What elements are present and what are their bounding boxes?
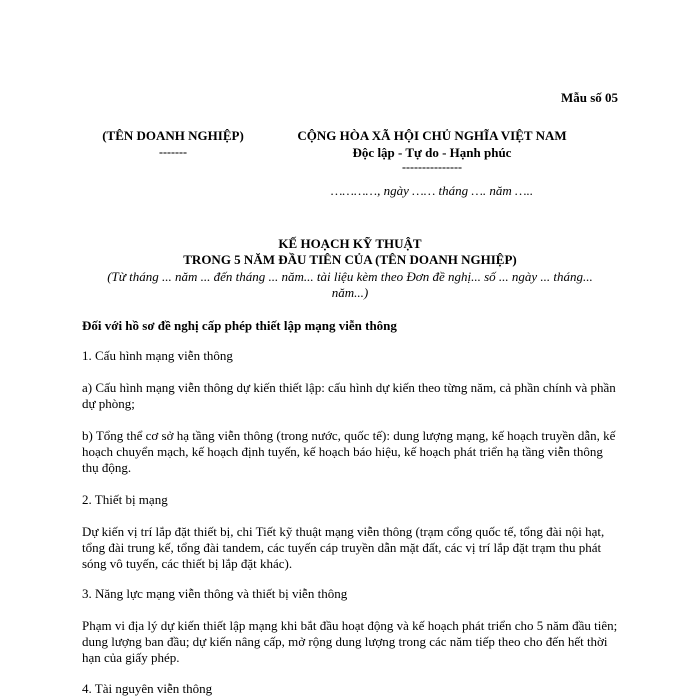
company-divider: ------- [159, 145, 187, 159]
motto: Độc lập - Tự do - Hạnh phúc [352, 145, 512, 160]
item-paragraph-2: Dự kiến vị trí lắp đặt thiết bị, chi Tiết kỹ thuật mạng viễn thông (trạm cổng quốc tế, tổng đài nội hạt, tổng đài trung kế, tổng đài tandem, các tuyến cáp truyền dẫn mặt đất, các vị trí lắp đặt trạm thu phát sóng vô tuyến, các thiết bị lắp đặt khác). [82, 524, 605, 571]
motto-divider: --------------- [402, 160, 462, 174]
item-heading-2: 2. Thiết bị mạng [82, 492, 168, 507]
republic-title: CỘNG HÒA XÃ HỘI CHỦ NGHĨA VIỆT NAM [297, 128, 567, 143]
item-paragraph-1b: b) Tổng thể cơ sở hạ tầng viễn thông (trong nước, quốc tế): dung lượng mạng, kế hoạch truyền dẫn, kế hoạch chuyển mạch, kế hoạch định tuyến, kế hoạch báo hiệu, kế hoạch phát triển hạ tầng viễn thông thụ động. [82, 428, 616, 475]
document-subtitle: (Từ tháng ... năm ... đến tháng ... năm... tài liệu kèm theo Đơn đề nghị... số ... ngày ... tháng... [107, 269, 593, 284]
form-number: Mẫu số 05 [560, 90, 618, 105]
section-heading: Đối với hồ sơ đề nghị cấp phép thiết lập mạng viễn thông [82, 318, 397, 333]
item-paragraph-1a: a) Cấu hình mạng viễn thông dự kiến thiết lập: cấu hình dự kiến theo từng năm, cả phần chính và phần dự phòng; [82, 380, 616, 411]
document-subtitle-line2: năm...) [331, 285, 369, 300]
item-paragraph-3: Phạm vi địa lý dự kiến thiết lập mạng khi bắt đầu hoạt động và kế hoạch phát triển cho 5 năm đầu tiên; dung lượng ban đầu; dự kiến nâng cấp, mở rộng dung lượng trong các năm tiếp theo cho đến hết thời hạn của giấy phép. [82, 618, 618, 665]
item-heading-1: 1. Cấu hình mạng viễn thông [82, 348, 233, 363]
item-heading-4: 4. Tài nguyên viễn thông [82, 681, 213, 696]
document-title: KẾ HOẠCH KỸ THUẬT [278, 236, 422, 251]
item-heading-3: 3. Năng lực mạng viễn thông và thiết bị viễn thông [82, 586, 348, 601]
document-title-line2: TRONG 5 NĂM ĐẦU TIÊN CỦA (TÊN DOANH NGHIỆP) [183, 252, 517, 267]
date-line: …………, ngày …… tháng …. năm ….. [330, 183, 534, 198]
company-name: (TÊN DOANH NGHIỆP) [102, 128, 244, 143]
